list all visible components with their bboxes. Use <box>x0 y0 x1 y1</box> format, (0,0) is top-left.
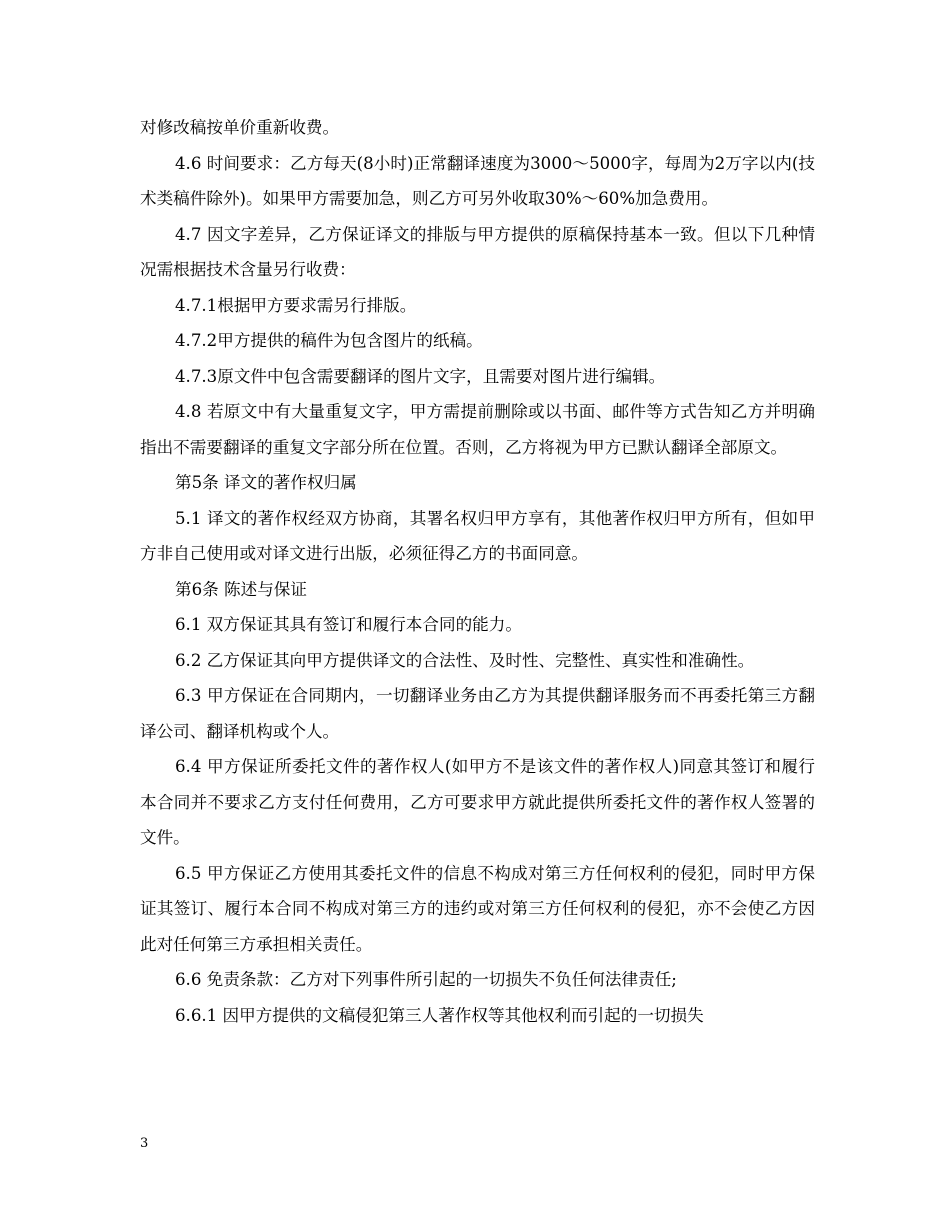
clause-5-1: 5.1 译文的著作权经双方协商，其署名权归甲方享有，其他著作权归甲方所有，但如甲方非自己使用或对译文进行出版，必须征得乙方的书面同意。 <box>140 508 815 563</box>
clause-4-6: 4.6 时间要求：乙方每天(8小时)正常翻译速度为3000～5000字，每周为2万字以内(技术类稿件除外)。如果甲方需要加急，则乙方可另外收取30%～60%加急费用。 <box>140 153 815 208</box>
clause-4-7: 4.7 因文字差异，乙方保证译文的排版与甲方提供的原稿保持基本一致。但以下几种情况需根据技术含量另行收费： <box>140 224 815 279</box>
clause-4-7-2: 4.7.2甲方提供的稿件为包含图片的纸稿。 <box>175 331 483 350</box>
clause-6-6: 6.6 免责条款：乙方对下列事件所引起的一切损失不负任何法律责任; <box>175 970 677 989</box>
clause-6-6-1: 6.6.1 因甲方提供的文稿侵犯第三人著作权等其他权利而引起的一切损失 <box>175 1005 704 1025</box>
clause-4-8: 4.8 若原文中有大量重复文字，甲方需提前删除或以书面、邮件等方式告知乙方并明确指出不需要翻译的重复文字部分所在位置。否则，乙方将视为甲方已默认翻译全部原文。 <box>140 402 815 457</box>
clause-4-7-3: 4.7.3原文件中包含需要翻译的图片文字，且需要对图片进行编辑。 <box>175 366 666 386</box>
article-6-heading: 第6条 陈述与保证 <box>175 579 307 599</box>
article-5-heading: 第5条 译文的著作权归属 <box>175 473 357 492</box>
clause-6-1: 6.1 双方保证其具有签订和履行本合同的能力。 <box>175 615 522 634</box>
clause-6-5: 6.5 甲方保证乙方使用其委托文件的信息不构成对第三方任何权利的侵犯，同时甲方保证其签订、履行本合同不构成对第三方的违约或对第三方任何权利的侵犯，亦不会使乙方因此对任何第三方承担相关责任。 <box>140 863 815 954</box>
clause-4-7-1: 4.7.1根据甲方要求需另行排版。 <box>175 295 417 315</box>
clause-6-4: 6.4 甲方保证所委托文件的著作权人(如甲方不是该文件的著作权人)同意其签订和履行本合同并不要求乙方支付任何费用，乙方可要求甲方就此提供所委托文件的著作权人签署的文件。 <box>140 757 815 847</box>
document-body <box>140 110 815 1033</box>
paragraph-continuation: 对修改稿按单价重新收费。 <box>140 118 340 137</box>
page-number: 3 <box>140 1136 149 1151</box>
clause-6-3: 6.3 甲方保证在合同期内，一切翻译业务由乙方为其提供翻译服务而不再委托第三方翻译公司、翻译机构或个人。 <box>140 686 815 741</box>
clause-6-2: 6.2 乙方保证其向甲方提供译文的合法性、及时性、完整性、真实性和准确性。 <box>175 650 755 670</box>
